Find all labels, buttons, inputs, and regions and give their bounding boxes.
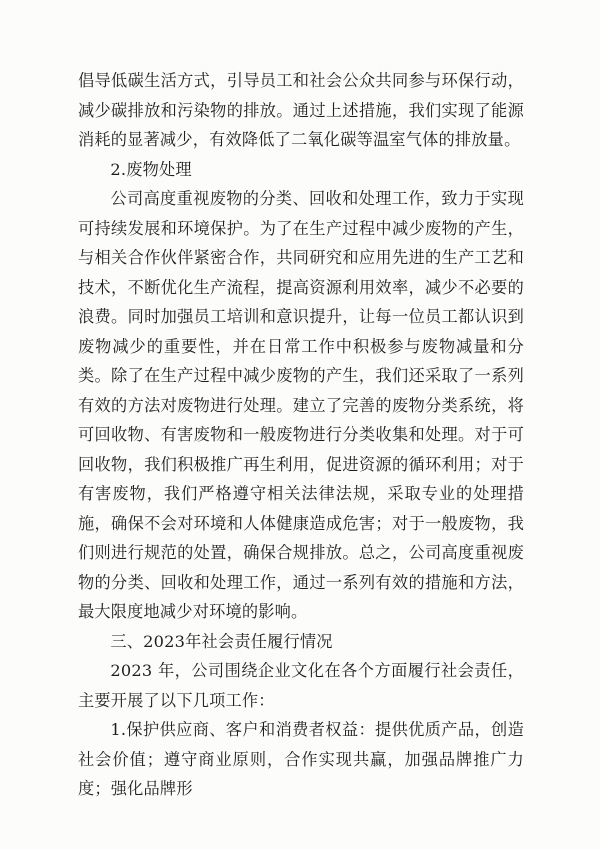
subheading-waste-treatment: 2.废物处理 <box>110 159 192 179</box>
paragraph-emissions-continued: 倡导低碳生活方式，引导员工和社会公众共同参与环保行动，减少碳排放和污染物的排放。通过上述措施，我们实现了能源消耗的显著减少，有效降低了二氧化碳等温室气体的排放量。 <box>78 71 524 149</box>
paragraph-2023-intro: 2023 年，公司围绕企业文化在各个方面履行社会责任，主要开展了以下几项工作： <box>78 661 524 710</box>
paragraph-stakeholder-rights: 1.保护供应商、客户和消费者权益：提供优质产品，创造社会价值；遵守商业原则，合作实现共赢，加强品牌推广力度；强化品牌形 <box>78 720 524 798</box>
section-heading-social-responsibility: 三、2023年社会责任履行情况 <box>110 631 333 651</box>
document-body <box>78 66 524 804</box>
paragraph-waste-treatment: 公司高度重视废物的分类、回收和处理工作，致力于实现可持续发展和环境保护。为了在生产过程中减少废物的产生，与相关合作伙伴紧密合作，共同研究和应用先进的生产工艺和技术，不断优化生产流程，提高资源利用效率，减少不必要的浪费。同时加强员工培训和意识提升，让每一位员工都认识到废物减少的重要性，并在日常工作中积极参与废物减量和分类。除了在生产过程中减少废物的产生，我们还采取了一系列有效的方法对废物进行处理。建立了完善的废物分类系统，将可回收物、有害废物和一般废物进行分类收集和处理。对于可回收物，我们积极推广再生利用，促进资源的循环利用；对于有害废物，我们严格遵守相关法律法规，采取专业的处理措施，确保不会对环境和人体健康造成危害；对于一般废物，我们则进行规范的处置，确保合规排放。总之，公司高度重视废物的分类、回收和处理工作，通过一系列有效的措施和方法，最大限度地减少对环境的影响。 <box>78 189 524 621</box>
